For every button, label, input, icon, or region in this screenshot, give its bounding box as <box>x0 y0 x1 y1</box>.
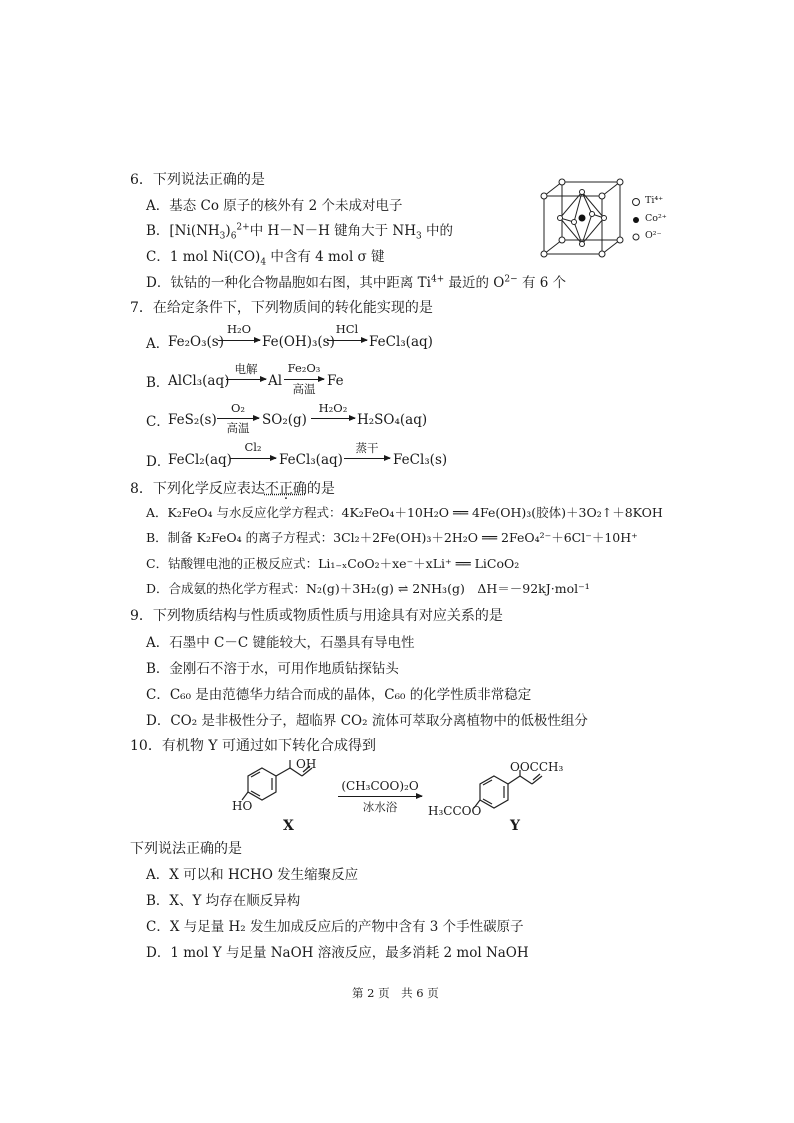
q7-d-arrow2 <box>344 458 390 459</box>
q7-a-s3: FeCl₃(aq) <box>369 334 433 350</box>
legend-co: Co²⁺ <box>645 213 667 224</box>
page-footer: 第 2 页 共 6 页 <box>352 986 439 1000</box>
q7-a-r2: HCl <box>335 322 359 336</box>
q9-option-a: A．石墨中 C－C 键能较大，石墨具有导电性 <box>146 635 415 651</box>
q10-option-d: D．1 mol Y 与足量 NaOH 溶液反应，最多消耗 2 mol NaOH <box>146 945 529 961</box>
q7-d-label: D． <box>146 454 171 470</box>
q10-option-c: C．X 与足量 H₂ 发生加成反应后的产物中含有 3 个手性碳原子 <box>146 919 524 935</box>
q8-option-d: D．合成氨的热化学方程式：N₂(g)＋3H₂(g) ⇌ 2NH₃(g) ΔH＝－92kJ·mol⁻¹ <box>146 581 590 596</box>
q10-sub-stem: 下列说法正确的是 <box>130 841 242 857</box>
molecule-y-label: Y <box>510 818 520 834</box>
q10-stem: 10．有机物 Y 可通过如下转化合成得到 <box>130 738 376 754</box>
legend-ti: Ti⁴⁺ <box>645 195 664 206</box>
q10-condition: 冰水浴 <box>362 800 398 814</box>
q10-option-b: B．X、Y 均存在顺反异构 <box>146 893 301 909</box>
q9-option-c: C．C₆₀ 是由范德华力结合而成的晶体，C₆₀ 的化学性质非常稳定 <box>146 687 532 703</box>
q7-c-s3: H₂SO₄(aq) <box>357 412 428 428</box>
q7-a-s2: Fe(OH)₃(s) <box>262 334 335 350</box>
q7-c-s1: FeS₂(s) <box>168 412 217 428</box>
q10-reaction-arrow <box>338 796 422 797</box>
q6-option-a: A．基态 Co 原子的核外有 2 个未成对电子 <box>146 198 403 214</box>
q9-option-b: B．金刚石不溶于水，可用作地质钻探钻头 <box>146 661 399 677</box>
q8-option-a: A．K₂FeO₄ 与水反应化学方程式：4K₂FeO₄＋10H₂O ══ 4Fe(OH)₃(胶体)＋3O₂↑＋8KOH <box>146 505 663 520</box>
q6-stem: 6．下列说法正确的是 <box>130 172 265 188</box>
q7-c-arrow1 <box>217 418 259 419</box>
q6-option-d: D．钛钴的一种化合物晶胞如右图，其中距离 $Ti^{4+}$ 最近的 $O^{2-}$ 有 6 个 <box>146 274 567 291</box>
molecule-y-top-group: OOCCH₃ <box>510 760 564 774</box>
q7-d-s3: FeCl₃(s) <box>393 452 448 468</box>
q7-stem: 7．在给定条件下，下列物质间的转化能实现的是 <box>130 300 433 316</box>
molecule-y-structure <box>470 770 550 822</box>
q7-b-r1: 电解 <box>234 362 258 376</box>
q7-c-label: C． <box>146 414 170 430</box>
q9-stem: 9．下列物质结构与性质或物质性质与用途具有对应关系的是 <box>130 608 503 624</box>
q7-d-s2: FeCl₃(aq) <box>279 452 343 468</box>
q7-b-s3: Fe <box>327 373 344 389</box>
q7-d-arrow1 <box>230 458 276 459</box>
q10-reagent: (CH₃COO)₂O <box>341 779 419 793</box>
q7-a-arrow1 <box>218 340 260 341</box>
q7-a-r1: H₂O <box>226 322 252 336</box>
molecule-x-label: X <box>283 818 294 834</box>
molecule-y-left-group: H₃CCOO <box>428 804 482 818</box>
q7-c-r1: O₂ <box>230 401 246 415</box>
q7-c-arrow2 <box>311 418 355 419</box>
q7-c-s2: SO₂(g) <box>262 412 307 428</box>
q7-c-r1b: 高温 <box>226 421 250 435</box>
molecule-x-oh: OH <box>296 757 317 771</box>
legend-o: O²⁻ <box>645 230 662 241</box>
q7-b-s2: Al <box>268 373 283 389</box>
q7-b-label: B． <box>146 375 170 391</box>
crystal-cell-diagram <box>536 178 646 260</box>
q8-option-b: B．制备 K₂FeO₄ 的离子方程式：3Cl₂＋2Fe(OH)₃＋2H₂O ══ 2FeO₄²⁻＋6Cl⁻＋10H⁺ <box>146 530 638 545</box>
q7-b-r2b: 高温 <box>292 382 316 396</box>
q7-a-arrow2 <box>327 340 367 341</box>
q6-option-b: B．[$Ni(NH_3)_6^{2+}$中 H－N－H 键角大于 $NH_3$ 中的 <box>146 222 454 242</box>
molecule-x-ho: HO <box>232 799 253 813</box>
q7-b-s1: AlCl₃(aq) <box>168 373 230 389</box>
q7-a-label: A． <box>146 336 170 352</box>
q7-b-arrow2 <box>284 379 324 380</box>
q6-option-c: C．1 mol $Ni(CO)_4$ 中含有 4 mol σ 键 <box>146 249 385 268</box>
q7-b-arrow1 <box>226 379 266 380</box>
q8-option-c: C．钴酸锂电池的正极反应式：Li₁₋ₓCoO₂＋xe⁻＋xLi⁺ ══ LiCoO₂ <box>146 556 520 571</box>
q7-d-s1: FeCl₂(aq) <box>168 452 232 468</box>
q10-option-a: A．X 可以和 HCHO 发生缩聚反应 <box>146 867 359 883</box>
q7-d-r1: Cl₂ <box>244 440 262 454</box>
q7-b-r2: Fe₂O₃ <box>287 361 321 375</box>
q9-option-d: D．CO₂ 是非极性分子，超临界 CO₂ 流体可萃取分离植物中的低极性组分 <box>146 713 588 729</box>
q7-d-r2: 蒸干 <box>355 441 379 455</box>
legend-markers <box>631 195 641 245</box>
q7-c-r2: H₂O₂ <box>318 401 348 415</box>
q7-a-s1: Fe₂O₃(s) <box>168 334 224 350</box>
q8-stem: 8．下列化学反应表达不正确的是 <box>130 481 335 497</box>
